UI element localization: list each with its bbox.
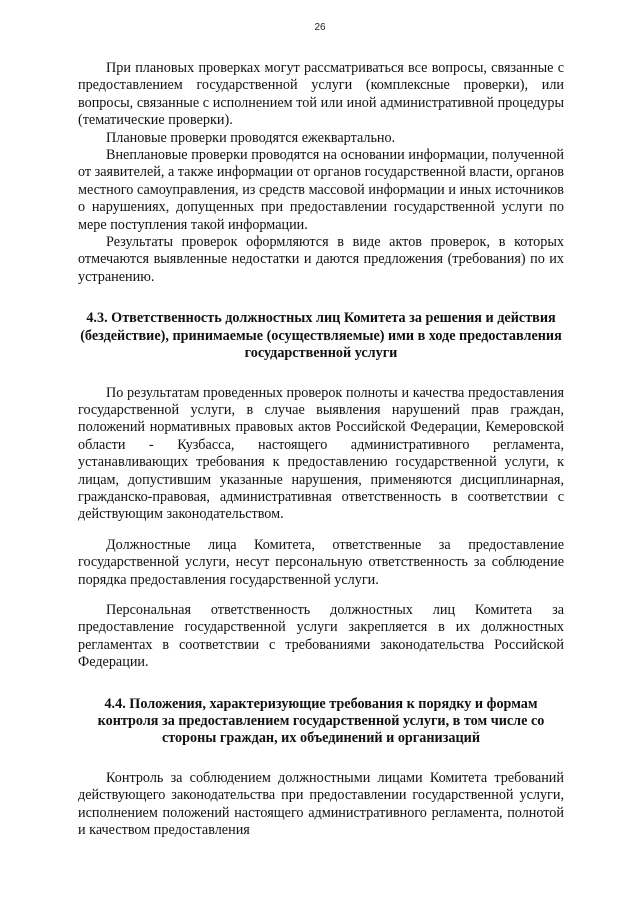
section-heading-4-4: 4.4. Положения, характеризующие требования к порядку и формам контроля за предоставлением государственной услуги, в том числе со стороны граждан, их объединений и организаций xyxy=(97,695,545,747)
paragraph: При плановых проверках могут рассматриваться все вопросы, связанные с предоставлением государственной услуги (комплексные проверки), или вопросы, связанные с исполнением той или иной административной процедуры (тематические проверки). xyxy=(78,60,564,129)
paragraph: Внеплановые проверки проводятся на основании информации, полученной от заявителей, а также информации от органов государственной власти, органов местного самоуправления, из средств массовой информации и иных источников о нарушениях, допущенных при предоставлении государственной услуги по мере поступления такой информации. xyxy=(78,147,564,233)
document-body xyxy=(78,60,564,839)
paragraph: Результаты проверок оформляются в виде актов проверок, в которых отмечаются выявленные недостатки и даются предложения (требования) по их устранению. xyxy=(78,234,564,285)
paragraph: Контроль за соблюдением должностными лицами Комитета требований действующего законодательства при предоставлении государственной услуги, исполнением положений настоящего административного регламента, полнотой и качеством предоставления xyxy=(78,769,564,839)
paragraph: Должностные лица Комитета, ответственные за предоставление государственной услуги, несут персональную ответственность за соблюдение порядка предоставления государственной услуги. xyxy=(78,536,564,588)
paragraph: Персональная ответственность должностных лиц Комитета за предоставление государственной услуги закрепляется в их должностных регламентах в соответствии с требованиями законодательства Российской Федерации. xyxy=(78,601,564,671)
paragraph: По результатам проведенных проверок полноты и качества предоставления государственной услуги, в случае выявления нарушений прав граждан, положений нормативных правовых актов Российской Федерации, Кемеровской области - Кузбасса, настоящего административного регламента, устанавливающих требования к предоставлению государственной услуги, к лицам, допустившим указанные нарушения, применяются дисциплинарная, гражданско-правовая, административная ответственность в соответствии с действующим законодательством. xyxy=(78,384,564,523)
paragraph: Плановые проверки проводятся ежеквартально. xyxy=(106,129,396,146)
page-number: 26 xyxy=(314,22,326,33)
section-heading-4-3: 4.3. Ответственность должностных лиц Комитета за решения и действия (бездействие), принимаемые (осуществляемые) ими в ходе предоставления государственной услуги xyxy=(80,310,562,362)
